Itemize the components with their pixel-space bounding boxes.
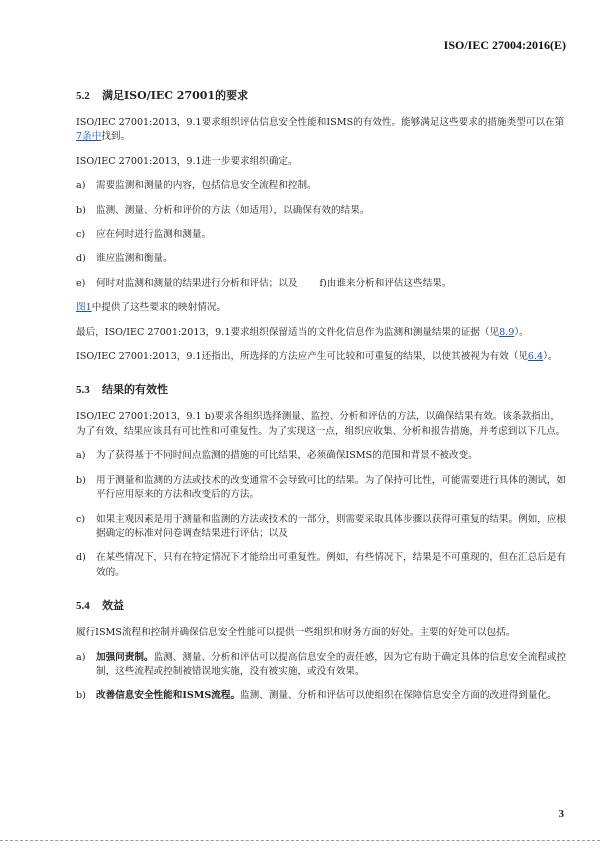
list-text: 谁应监测和衡量。 bbox=[96, 253, 173, 265]
list-text bbox=[96, 277, 568, 291]
figure-link[interactable]: 图1 bbox=[76, 302, 92, 314]
list-marker: a) bbox=[76, 651, 86, 663]
clause-link[interactable]: 6.4 bbox=[527, 351, 544, 363]
list-item bbox=[76, 689, 568, 703]
list-marker: c) bbox=[76, 513, 86, 525]
list-marker: a) bbox=[76, 180, 86, 192]
list-item bbox=[76, 651, 568, 680]
list-item bbox=[76, 551, 568, 580]
list-text: 用于测量和监测的方法或技术的改变通常不会导致可比的结果。为了保持可比性，可能需要进行具体的测试，如平行应用原来的方法和改变后的方法。 bbox=[96, 474, 567, 501]
list-marker: d) bbox=[76, 253, 86, 265]
paragraph: 履行ISMS流程和控制并确保信息安全性能可以提供一些组织和财务方面的好处。主要的好处可以包括。 bbox=[76, 627, 516, 639]
text: ISO/IEC 27001:2013，9.1要求组织评估信息安全性能和ISMS的有效性。能够满足这些要求的措施类型可以在第 bbox=[76, 117, 565, 128]
bold-term: 加强问责制。 bbox=[96, 651, 154, 663]
page-content bbox=[76, 88, 568, 704]
paragraph bbox=[76, 301, 568, 315]
clause-link[interactable]: 8.9 bbox=[499, 326, 515, 338]
footer-divider bbox=[0, 840, 600, 841]
list-item bbox=[76, 252, 568, 266]
text: 监测、测量、分析和评估可以提高信息安全的责任感，因为它有助于确定具体的信息安全流程或控制，这些流程或控制被错误地实施，没有被实施，或没有效果。 bbox=[96, 651, 567, 677]
section-number: 5.2 bbox=[76, 90, 90, 102]
clause-link[interactable]: 7条中 bbox=[76, 131, 102, 143]
list-text: 在某些情况下，只有在特定情况下才能给出可重复性。例如，有些情况下，结果是不可重现的，但在汇总后是有效的。 bbox=[96, 552, 567, 578]
list-item bbox=[76, 228, 568, 242]
paragraph bbox=[76, 350, 568, 364]
list-text: 为了获得基于不同时间点监测的措施的可比结果，必须确保ISMS的范围和背景不被改变。 bbox=[96, 450, 478, 462]
text: 中提供了这些要求的映射情况。 bbox=[91, 302, 227, 314]
paragraph bbox=[76, 326, 568, 340]
list-item bbox=[76, 474, 568, 503]
section-number: 5.3 bbox=[76, 384, 90, 397]
list-marker: a) bbox=[76, 450, 86, 462]
list-item bbox=[76, 204, 568, 218]
text: 监测、测量、分析和评估可以使组织在保障信息安全方面的改进得到量化。 bbox=[240, 690, 557, 702]
text: 找到。 bbox=[101, 131, 131, 143]
list-text: 需要监测和测量的内容，包括信息安全流程和控制。 bbox=[96, 180, 317, 192]
list-text bbox=[96, 651, 568, 680]
list-text: 监测、测量、分析和评价的方法（如适用），以确保有效的结果。 bbox=[96, 204, 370, 216]
text: ）。 bbox=[543, 351, 558, 363]
paragraph bbox=[76, 116, 568, 145]
list-marker: b) bbox=[76, 204, 86, 216]
page-number: 3 bbox=[558, 808, 564, 820]
text: 最后，ISO/IEC 27001:2013，9.1要求组织保留适当的文件化信息作为监测和测量结果的证据（见 bbox=[76, 326, 500, 338]
list-item bbox=[76, 513, 568, 542]
paragraph: ISO/IEC 27001:2013，9.1 b)要求各组织选择测量、监控、分析和评估的方法，以确保结果有效。该条款指出，为了有效，结果应该具有可比性和可重复性。为了实现这一点，组织应收集、分析和报告措施，并考虑到以下几点。 bbox=[76, 411, 566, 437]
list-text-f: 由谁来分析和评估这些结果。 bbox=[326, 277, 452, 289]
section-title: 满足ISO/IEC 27001的要求 bbox=[102, 89, 249, 102]
list-item bbox=[76, 449, 568, 463]
section-heading-5-2 bbox=[76, 88, 568, 104]
list-text: 应在何时进行监测和测量。 bbox=[96, 229, 212, 241]
list-text: 如果主观因素是用于测量和监测的方法或技术的一部分，则需要采取具体步骤以获得可重复的结果。例如，应根据确定的标准对问卷调查结果进行评估；以及 bbox=[96, 513, 567, 539]
text: ）。 bbox=[514, 326, 529, 338]
text: ISO/IEC 27001:2013，9.1还指出，所选择的方法应产生可比较和可重复的结果，以使其被视为有效（见 bbox=[76, 351, 528, 363]
list-marker: b) bbox=[76, 474, 86, 486]
list-item bbox=[76, 179, 568, 193]
section-heading-5-3 bbox=[76, 382, 568, 398]
list-marker: c) bbox=[76, 229, 86, 241]
list-text bbox=[96, 689, 568, 703]
section-title: 效益 bbox=[102, 599, 124, 613]
section-heading-5-4 bbox=[76, 598, 568, 614]
list-item bbox=[76, 277, 568, 291]
list-marker: d) bbox=[76, 552, 86, 564]
list-marker: e) bbox=[76, 277, 86, 289]
list-marker-f: f) bbox=[319, 277, 327, 289]
document-id: ISO/IEC 27004:2016(E) bbox=[443, 38, 566, 52]
section-number: 5.4 bbox=[76, 600, 90, 613]
list-marker: b) bbox=[76, 690, 86, 702]
section-title: 结果的有效性 bbox=[102, 383, 168, 397]
bold-term: 改善信息安全性能和ISMS流程。 bbox=[96, 690, 241, 702]
paragraph: ISO/IEC 27001:2013，9.1进一步要求组织确定。 bbox=[76, 155, 298, 167]
list-text-e: 何时对监测和测量的结果进行分析和评估；以及 bbox=[96, 277, 298, 289]
